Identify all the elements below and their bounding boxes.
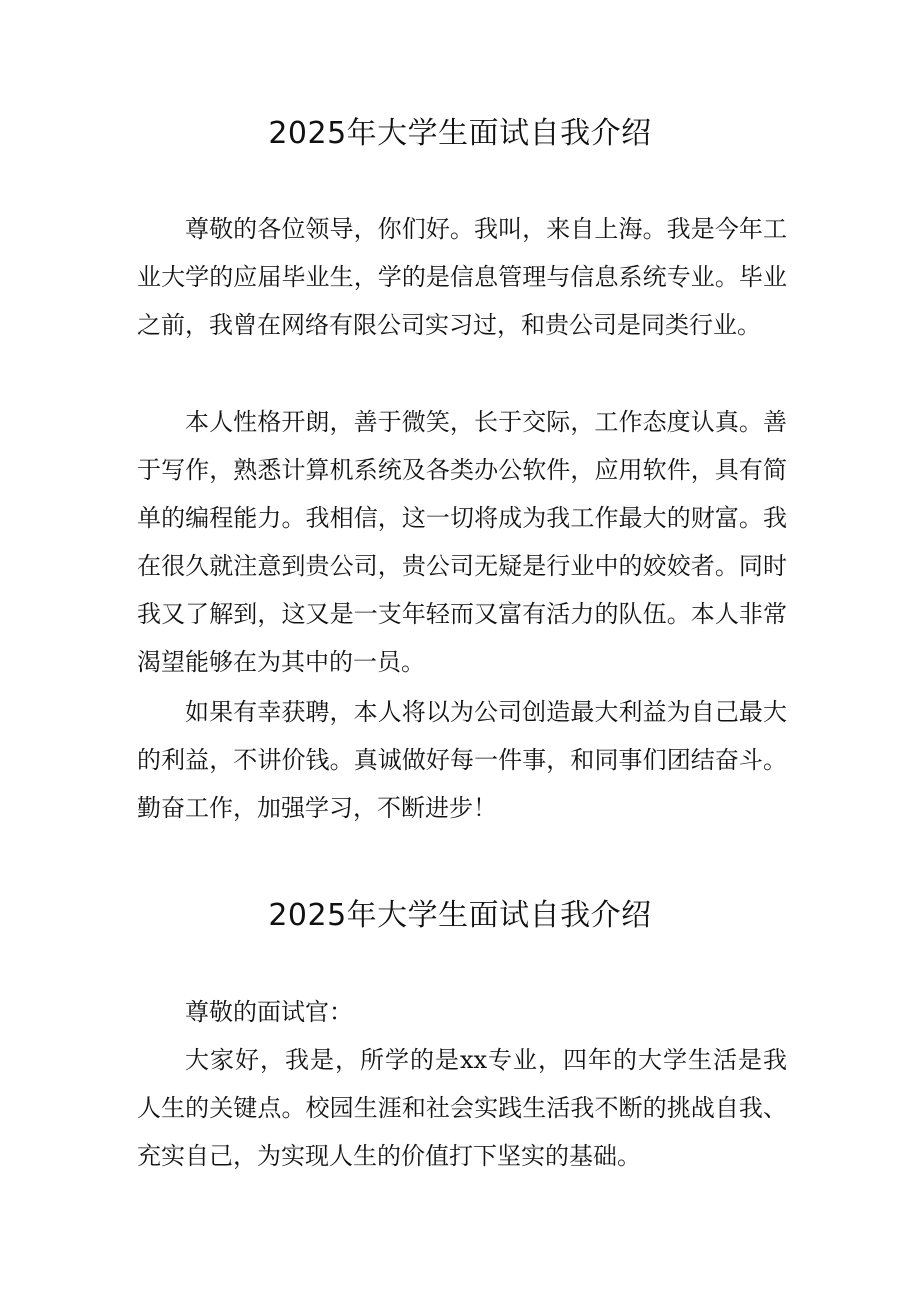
section-1-title: 2025年大学生面试自我介绍 bbox=[268, 116, 652, 151]
section-1-paragraph-3: 如果有幸获聘，本人将以为公司创造最大利益为自己最大的利益，不讲价钱。真诚做好每一件事，和同事们团结奋斗。勤奋工作，加强学习，不断进步！ bbox=[137, 698, 787, 822]
section-2-title: 2025年大学生面试自我介绍 bbox=[268, 898, 652, 933]
section-1-paragraph-2: 本人性格开朗，善于微笑，长于交际，工作态度认真。善于写作，熟悉计算机系统及各类办公软件，应用软件，具有简单的编程能力。我相信，这一切将成为我工作最大的财富。我在很久就注意到贵公司，贵公司无疑是行业中的姣姣者。同时我又了解到，这又是一支年轻而又富有活力的队伍。本人非常渴望能够在为其中的一员。 bbox=[137, 408, 787, 676]
section-1-paragraph-1: 尊敬的各位领导，你们好。我叫，来自上海。我是今年工业大学的应届毕业生，学的是信息管理与信息系统专业。毕业之前，我曾在网络有限公司实习过，和贵公司是同类行业。 bbox=[137, 215, 787, 339]
section-2-greeting: 尊敬的面试官： bbox=[185, 998, 353, 1026]
section-2-paragraph-1: 大家好，我是，所学的是xx专业，四年的大学生活是我人生的关键点。校园生涯和社会实践生活我不断的挑战自我、充实自己，为实现人生的价值打下坚实的基础。 bbox=[137, 1046, 787, 1170]
